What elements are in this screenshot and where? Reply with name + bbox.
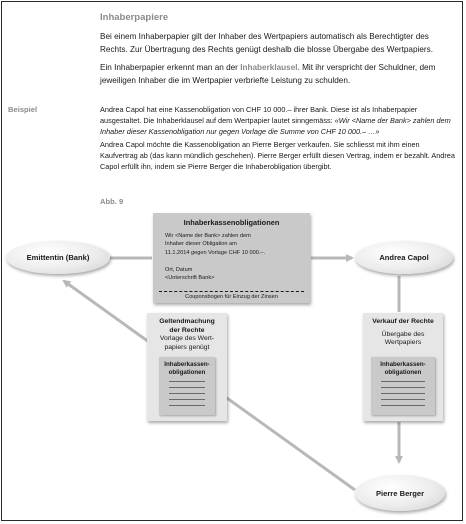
document-line: Inhaber dieser Obligation am	[165, 241, 237, 248]
sale-rights-subtitle: Wertpapiers	[384, 339, 422, 347]
example-p1-text: Andrea Capol hat eine Kassenobligation von CHF 10 000.– ihrer Bank. Diese ist als Inhaberpapier ausgestaltet. Die Inhaberklausel auf dem Wertpapier lautet sinngemäss:	[100, 105, 418, 125]
para2-text-post: Mit ihr verspricht der Schuldner, dem jeweiligen Inhaber die im Wertpapier verbriefte Leistung zu schulden.	[100, 63, 436, 85]
mini-bond-title	[159, 361, 215, 377]
mini-bond-title-line: Inhaberkassen-	[164, 361, 210, 368]
figure-label: Abb. 9	[100, 197, 124, 206]
document-line: Wir <Name der Bank> zahlen dem	[165, 233, 251, 239]
claim-rights-subtitle: Vorlage des Wert-	[159, 335, 215, 343]
node-pierre-berger: Pierre Berger	[355, 475, 445, 511]
document-coupon-text: Couponsbogen für Einzug der Zinsen	[185, 294, 278, 300]
mini-bond-title-line: Inhaberkassen-	[380, 361, 426, 368]
document-line: Ort, Datum	[165, 266, 193, 273]
mini-bond-title-line: obligationen	[384, 369, 422, 376]
example-paragraph-2: Andrea Capol möchte die Kassenobligation an Pierre Berger verkaufen. Sie schliesst mit ihm einen Kaufvertrag ab (das kann mündlich geschehen). Pierre Berger erfüllt diesen Vertrag, indem er bezahlt. Andrea Capol erfüllt ihn, indem sie Pierre Berger die Inhaberobligation übergibt.	[100, 140, 455, 171]
document-line: 11.1.2014 gegen Vorlage CHF 10 000.–.	[165, 249, 266, 256]
document-line: <Unterschrift Bank>	[165, 275, 215, 282]
claim-rights-title: Geltendmachung	[159, 318, 215, 325]
mini-bond-left	[159, 357, 215, 415]
sale-rights-title: Verkauf der Rechte	[372, 318, 434, 325]
mini-bond-title	[371, 361, 435, 377]
mini-bond-lines	[169, 381, 205, 411]
document-tear-line	[159, 291, 304, 292]
sale-rights-text	[363, 318, 443, 348]
keyword-inhaberklausel: Inhaberklausel.	[240, 63, 300, 72]
para2-text-pre: Ein Inhaberpapier erkennt man an der	[100, 63, 241, 72]
bearer-bond-document	[153, 213, 310, 303]
mini-bond-lines	[381, 381, 425, 411]
section-heading: Inhaberpapiere	[100, 12, 169, 23]
claim-rights-subtitle: papiers genügt	[164, 343, 210, 351]
box-claim-rights	[147, 313, 227, 421]
example-label: Beispiel	[8, 105, 38, 114]
example-p1-clause: «Wir <Name der Bank> zahlen dem Inhaber dieser Kassenobligation nur gegen Vorlage die Summe von CHF 10 000.– …»	[100, 116, 451, 136]
node-bank: Emittentin (Bank)	[6, 241, 110, 274]
claim-rights-title: der Rechte	[169, 326, 205, 334]
claim-rights-text	[147, 318, 227, 352]
node-andrea-capol: Andrea Capol	[355, 241, 453, 274]
paragraph-definition: Bei einem Inhaberpapier gilt der Inhaber des Wertpapiers automatisch als Berechtigter des Rechts. Zur Übertragung des Rechts genügt deshalb die blosse Übergabe des Wertpapiers.	[100, 32, 433, 54]
mini-bond-right	[371, 357, 435, 415]
box-sale-of-rights	[363, 313, 443, 421]
mini-bond-title-line: obligationen	[168, 369, 206, 376]
document-body	[165, 232, 305, 282]
document-title: Inhaberkassenobligationen	[183, 218, 280, 227]
sale-rights-subtitle: Übergabe des	[381, 330, 425, 338]
